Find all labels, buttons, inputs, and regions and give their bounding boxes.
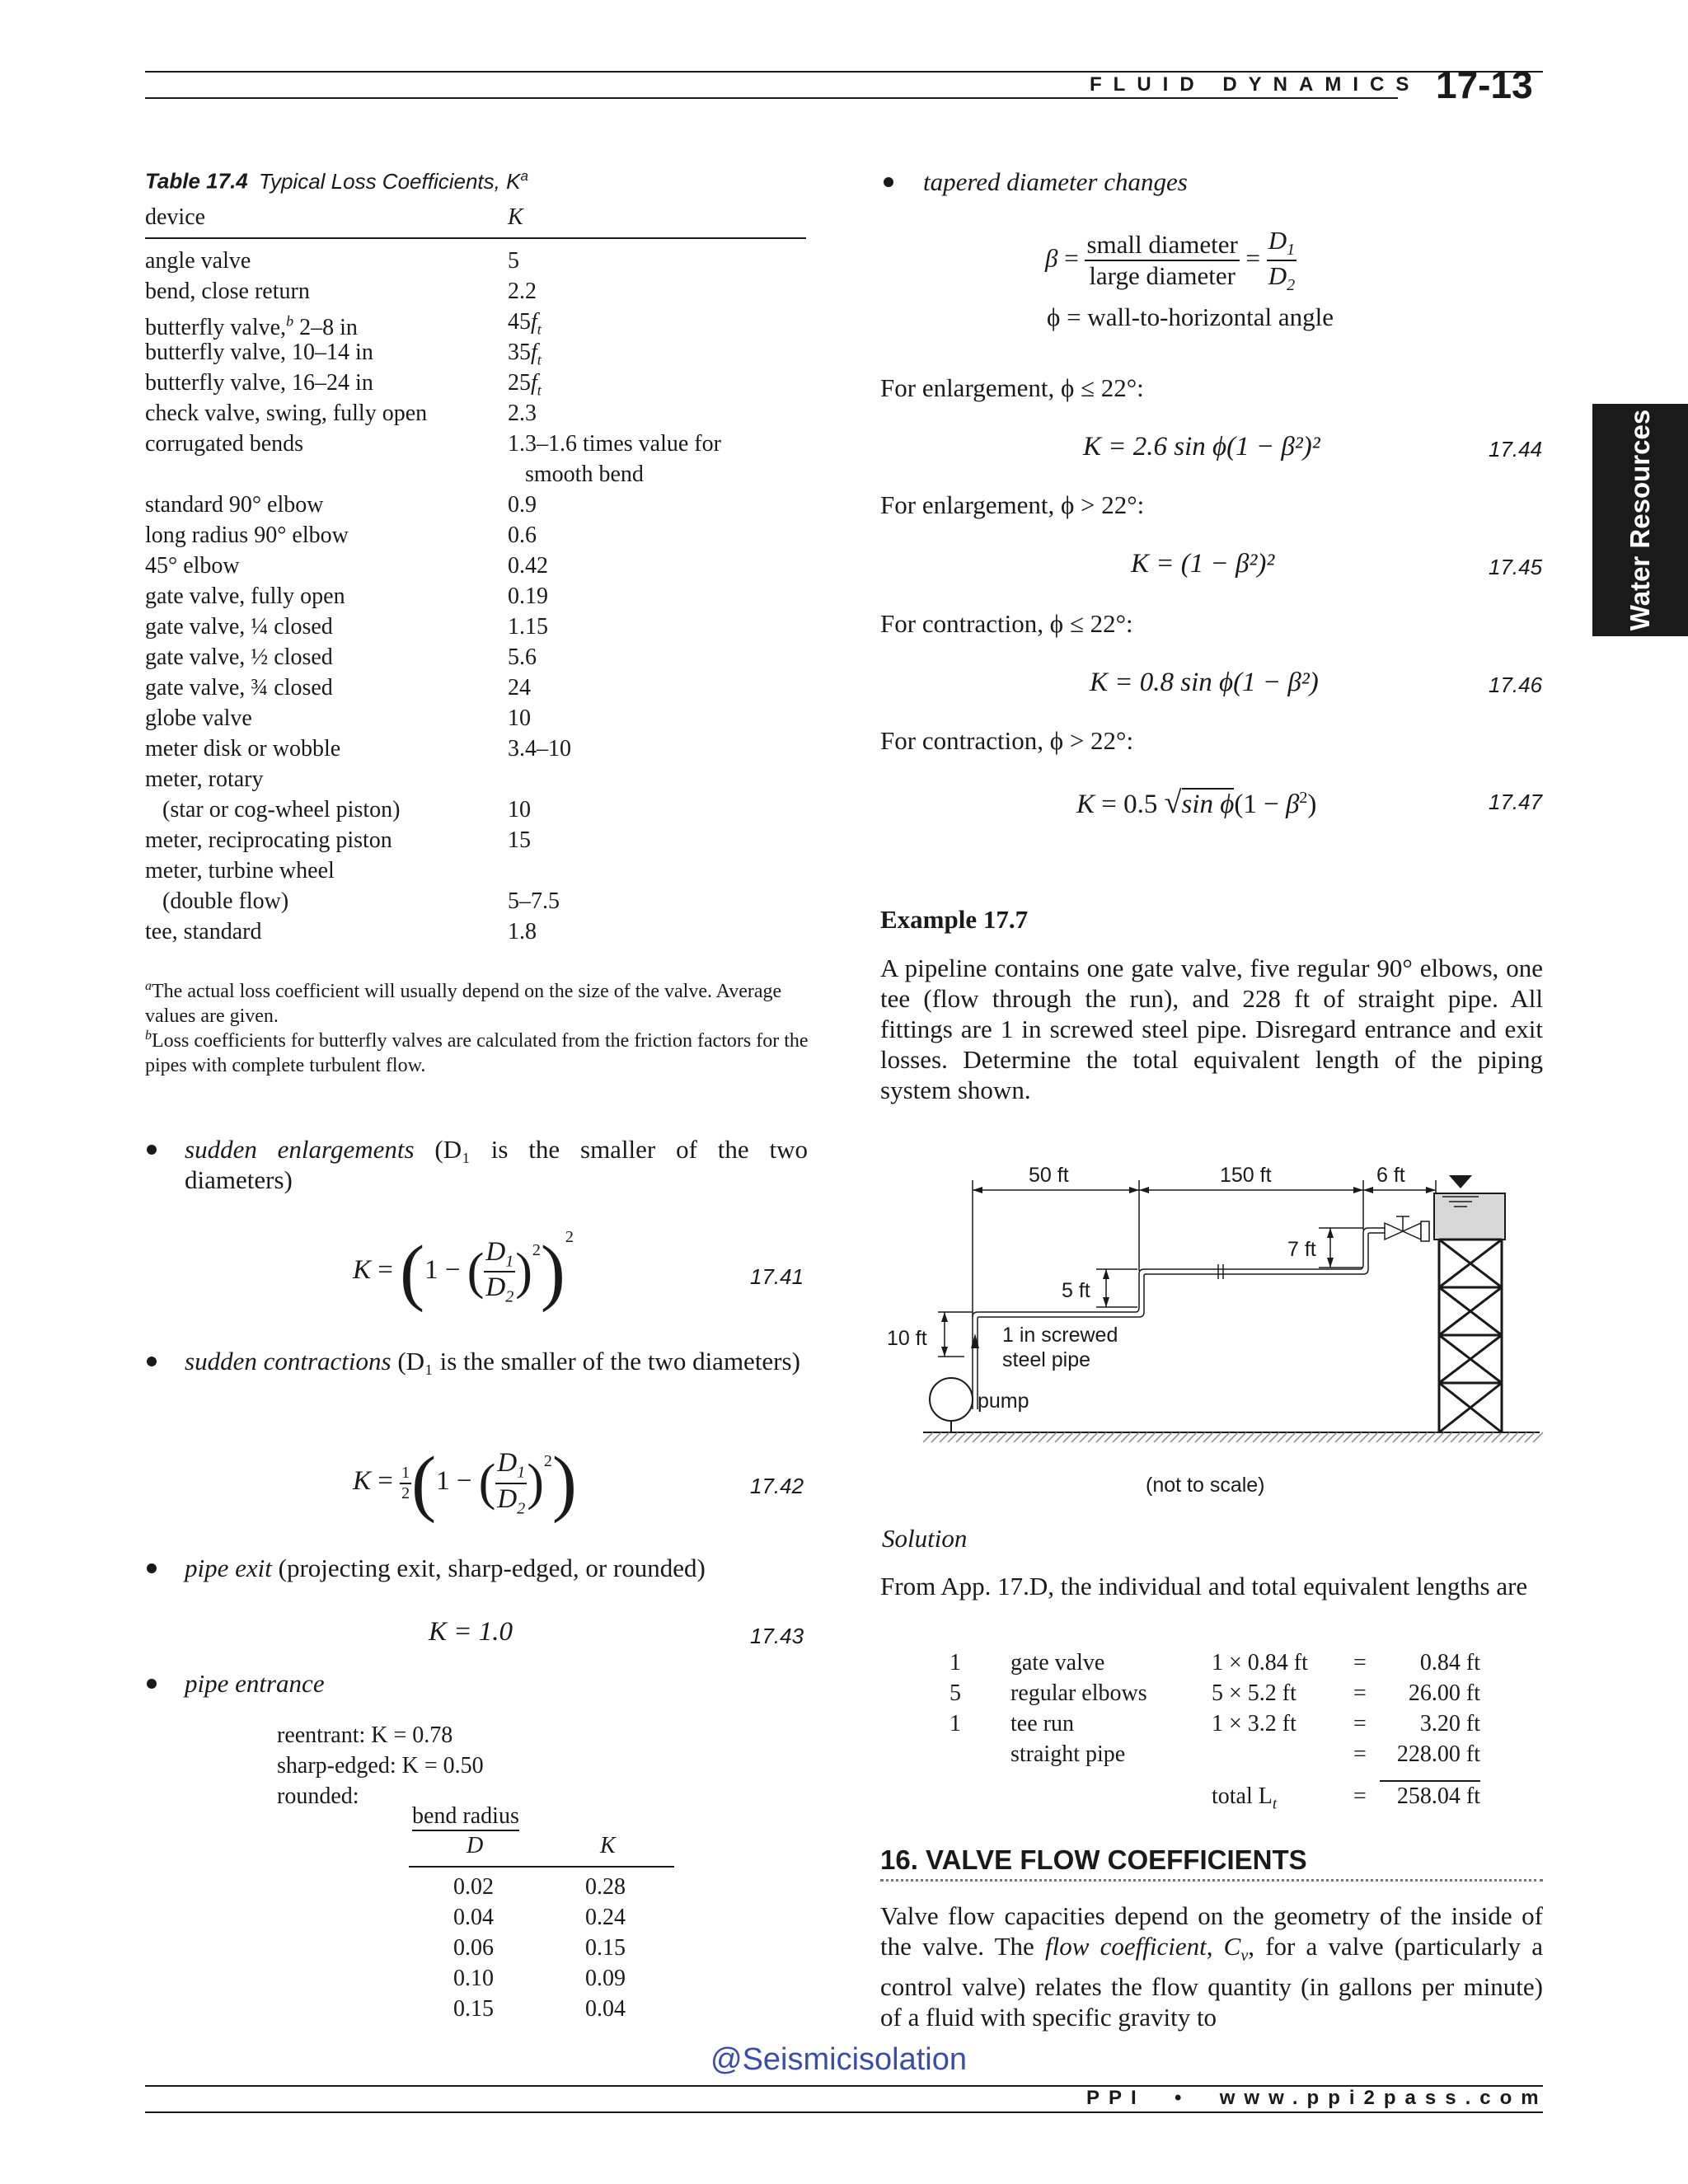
solution-val-cell: 228.00 ft [1396, 1741, 1480, 1767]
table-row [145, 764, 263, 794]
tank [1434, 1175, 1505, 1240]
solution-item-cell: regular elbows [1010, 1680, 1147, 1706]
eq-number-17-41: 17.41 [750, 1264, 804, 1289]
equation-17-44: K = 2.6 sin ϕ(1 − β²)² [1083, 432, 1320, 462]
table-head-k: K [508, 204, 523, 230]
dim-7ft: 7 ft [1287, 1238, 1316, 1261]
table-row [145, 246, 519, 276]
solution-text: From App. 17.D, the individual and total equivalent lengths are [880, 1572, 1528, 1601]
dim-50ft: 50 ft [1029, 1164, 1069, 1187]
k-cell: 1.8 [508, 919, 537, 944]
gate-valve [1385, 1216, 1429, 1241]
device-cell: (double flow) [145, 888, 289, 914]
table-row [145, 368, 542, 399]
k-cell: $25f_t$ [508, 370, 542, 399]
header-rule-bottom [145, 97, 1398, 99]
valve-text: Valve flow capacities depend on the geometry of the inside of the valve. The flow coefficient, $C_v$, for a valve (particularly a control valve) relates the flow quantity (in gallons per minute) of a fluid with specific gravity to [880, 1901, 1544, 2032]
footnote-b: $^b$Loss coefficients for butterfly valves are calculated from the friction factors for the pipes with complete turbulent flow. [145, 1029, 809, 1076]
solution-eq-cell: = [1353, 1680, 1367, 1706]
table-label: Table 17.4 [145, 168, 248, 194]
table-row [145, 673, 531, 703]
pipe-entrance: pipe entrance [185, 1669, 325, 1698]
solution-calc-cell: 1 × 3.2 ft [1212, 1711, 1296, 1736]
not-to-scale: (not to scale) [1146, 1474, 1265, 1497]
solution-eq-cell: = [1353, 1650, 1367, 1675]
piping-figure [874, 1151, 1550, 1513]
solution-n-cell: 1 [950, 1711, 961, 1736]
device-cell: gate valve, fully open [145, 583, 345, 609]
running-header-section: FLUID DYNAMICS [1090, 73, 1421, 96]
contraction-gt: For contraction, ϕ > 22°: [880, 726, 1134, 755]
dim-6ft: 6 ft [1376, 1164, 1405, 1187]
eq-number-17-42: 17.42 [750, 1474, 804, 1498]
solution-val-cell: 26.00 ft [1408, 1680, 1480, 1706]
device-cell: 45° elbow [145, 553, 240, 579]
footer-text: PPI • www.ppi2pass.com [1086, 2087, 1548, 2109]
device-cell: butterfly valve,$^b$ 2–8 in [145, 313, 358, 341]
steel-pipe [973, 1228, 1385, 1409]
k-cell: 15 [508, 827, 531, 853]
beta-definition: β = $\frac{\text{small diameter}}{\text{large diameter}}$ = $\frac{D_1}{D_2}$ [1045, 226, 1296, 295]
example-text: A pipeline contains one gate valve, five regular 90° elbows, one tee (flow through the run), and 228 ft of straight pipe. All fittings are 1 in screwed steel pipe. Disregard entrance and exit losses. Determine the total equivalent length of the piping system shown. [880, 954, 1543, 1104]
table-row [145, 276, 537, 307]
table-row [145, 551, 548, 581]
eq-number-17-46: 17.46 [1489, 673, 1543, 697]
table-row [145, 855, 335, 886]
k-cell: 0.9 [508, 492, 537, 518]
total-eq: = [1353, 1783, 1367, 1809]
radius-k-cell: 0.28 [585, 1874, 626, 1900]
solution-eq-cell: = [1353, 1741, 1367, 1767]
solution-n-cell: 1 [950, 1650, 961, 1675]
k-cell: 10 [508, 705, 531, 731]
footer-rule-bottom [145, 2111, 1543, 2113]
equation-17-43: K = 1.0 [429, 1617, 513, 1647]
bullet [147, 1563, 157, 1573]
k-cell: 1.3–1.6 times value for [508, 431, 721, 457]
device-cell: globe valve [145, 705, 252, 731]
device-cell: butterfly valve, 10–14 in [145, 340, 373, 365]
k-cell: 10 [508, 797, 531, 823]
dim-5ft: 5 ft [1062, 1279, 1090, 1302]
rounded: rounded: [277, 1783, 359, 1809]
device-cell: check valve, swing, fully open [145, 401, 428, 426]
solution-n-cell: 5 [950, 1680, 961, 1706]
sudden-contractions: sudden contractions (D₁ is the smaller of the two diameters) [185, 1347, 800, 1376]
table-caption [145, 168, 528, 194]
table-head-device: device [145, 204, 206, 230]
radius-k-cell: 0.04 [585, 1996, 626, 2022]
device-cell: tee, standard [145, 919, 262, 944]
solution-eq-cell: = [1353, 1711, 1367, 1736]
table-row [145, 794, 531, 825]
radius-col-k: K [600, 1833, 616, 1858]
table-row [145, 520, 537, 551]
device-cell: angle valve [145, 248, 251, 274]
eq-number-17-45: 17.45 [1489, 555, 1543, 579]
solution-item-cell: tee run [1010, 1711, 1074, 1736]
section-dotline [880, 1879, 1543, 1882]
device-cell: meter, rotary [145, 766, 264, 792]
tower [1439, 1240, 1502, 1432]
solution-val-cell: 3.20 ft [1419, 1711, 1480, 1736]
eq-number-17-43: 17.43 [750, 1624, 804, 1648]
section-title: 16. VALVE FLOW COEFFICIENTS [880, 1844, 1307, 1875]
k-cell: 5.6 [508, 644, 537, 670]
total-value: 258.04 ft [1396, 1783, 1480, 1809]
device-cell: meter, reciprocating piston [145, 827, 392, 853]
radius-d-cell: 0.04 [453, 1905, 494, 1930]
table-row [145, 337, 542, 368]
table-row [145, 398, 537, 429]
device-cell: meter disk or wobble [145, 736, 341, 762]
radius-d-cell: 0.15 [453, 1996, 494, 2022]
table-row [145, 886, 560, 916]
sudden-enlargements: sudden enlargements (D₁ is the smaller of the two diameters) [185, 1135, 808, 1194]
device-cell: gate valve, ½ closed [145, 644, 333, 670]
solution-item-cell: straight pipe [1010, 1741, 1126, 1767]
device-cell: corrugated bends [145, 431, 304, 457]
enlargement-gt: For enlargement, ϕ > 22°: [880, 490, 1145, 519]
total-label: total $L_t$ [1212, 1783, 1278, 1813]
device-cell: standard 90° elbow [145, 492, 324, 518]
watermark: @Seismicisolation [710, 2042, 968, 2077]
solution-val-cell: 0.84 ft [1419, 1650, 1480, 1675]
solution-item-cell: gate valve [1010, 1650, 1105, 1675]
device-cell: meter, turbine wheel [145, 858, 335, 883]
contraction-le: For contraction, ϕ ≤ 22°: [880, 609, 1133, 638]
k-cell: $45f_t$ [508, 309, 542, 338]
table-title-sup: a [520, 168, 528, 184]
table-row [145, 916, 537, 947]
k-cell: 0.19 [508, 583, 548, 609]
table-row [145, 429, 721, 459]
reentrant: reentrant: K = 0.78 [277, 1722, 453, 1748]
sharp-edged: sharp-edged: K = 0.50 [277, 1753, 484, 1779]
page-number: 17-13 [1436, 63, 1533, 106]
total-rule [1380, 1780, 1480, 1782]
footnote-a: $^a$The actual loss coefficient will usually depend on the size of the valve. Average values are given. [145, 979, 782, 1027]
radius-col-d: D [467, 1833, 484, 1858]
solution-calc-cell: 5 × 5.2 ft [1212, 1680, 1296, 1706]
k-cell: 24 [508, 675, 531, 701]
equation-17-45: K = (1 − β²)² [1131, 549, 1275, 579]
bullet [147, 1357, 157, 1366]
device-cell: gate valve, ¾ closed [145, 675, 333, 701]
bullet [147, 1145, 157, 1155]
eq-number-17-44: 17.44 [1489, 437, 1543, 462]
device-cell: butterfly valve, 16–24 in [145, 370, 373, 396]
k-cell: $35f_t$ [508, 340, 542, 368]
radius-d-cell: 0.06 [453, 1935, 494, 1961]
radius-d-cell: 0.02 [453, 1874, 494, 1900]
table-title: Typical Loss Coefficients, K [259, 168, 521, 194]
table-row [145, 490, 537, 520]
bullet [147, 1679, 157, 1689]
table-row [145, 733, 571, 764]
table-row [145, 642, 537, 673]
pipe-label-2: steel pipe [1002, 1348, 1091, 1371]
table-head-rule [145, 237, 806, 239]
header-rule-top [145, 71, 1543, 73]
radius-k-cell: 0.09 [585, 1966, 626, 1991]
k-cell: 3.4–10 [508, 736, 571, 762]
table-row [145, 612, 548, 642]
radius-d-cell: 0.10 [453, 1966, 494, 1991]
side-tab-label: Water Resources [1625, 409, 1655, 631]
side-tab[interactable] [1592, 404, 1688, 636]
pump [930, 1378, 973, 1432]
ground [923, 1432, 1543, 1442]
table-row [145, 581, 548, 612]
solution-calc-cell: 1 × 0.84 ft [1212, 1650, 1308, 1675]
device-cell: (star or cog-wheel piston) [145, 797, 401, 823]
radius-k-cell: 0.24 [585, 1905, 626, 1930]
pump-label: pump [978, 1390, 1029, 1413]
pipe-exit: pipe exit (projecting exit, sharp-edged, or rounded) [185, 1554, 706, 1582]
k-cell: 2.3 [508, 401, 537, 426]
device-cell: gate valve, ¼ closed [145, 614, 333, 640]
pipe-label-1: 1 in screwed [1002, 1324, 1118, 1347]
k-cell: 2.2 [508, 279, 537, 304]
radius-k-cell: 0.15 [585, 1935, 626, 1961]
equation-17-46: K = 0.8 sin ϕ(1 − β²) [1090, 668, 1319, 697]
k-cell: 0.42 [508, 553, 548, 579]
radius-head-rule [409, 1866, 674, 1868]
equation-17-47: K = 0.5 √sin $\phi(1 - \beta^2)$ [1076, 785, 1317, 820]
dim-10ft: 10 ft [887, 1327, 927, 1350]
equation-17-42: K = $\frac{1}{2}$ (1 − ( $\frac{D_1}{D_2}$ )$^2$) [353, 1442, 577, 1524]
k-cell: 1.15 [508, 614, 548, 640]
k-cell: 5 [508, 248, 519, 274]
device-cell: bend, close return [145, 279, 310, 304]
table-row [145, 825, 531, 855]
bullet [884, 177, 893, 187]
equation-17-41: K = (1 − ( $\frac{D_1}{D_2}$ )$^2$)$^2$ [353, 1228, 574, 1313]
k-cell: 5–7.5 [508, 888, 560, 914]
tapered-term: tapered diameter changes [923, 167, 1188, 196]
bend-radius-label: bend radius [412, 1803, 519, 1831]
solution-heading: Solution [882, 1524, 968, 1553]
table-row [145, 703, 531, 733]
k-cell: 0.6 [508, 523, 537, 548]
example-title: Example 17.7 [880, 905, 1029, 934]
phi-definition: ϕ = wall-to-horizontal angle [1047, 302, 1334, 331]
k-cell: smooth bend [508, 462, 644, 487]
device-cell: long radius 90° elbow [145, 523, 349, 548]
enlargement-le: For enlargement, ϕ ≤ 22°: [880, 373, 1144, 402]
eq-number-17-47: 17.47 [1489, 790, 1543, 814]
dim-150ft: 150 ft [1220, 1164, 1272, 1187]
